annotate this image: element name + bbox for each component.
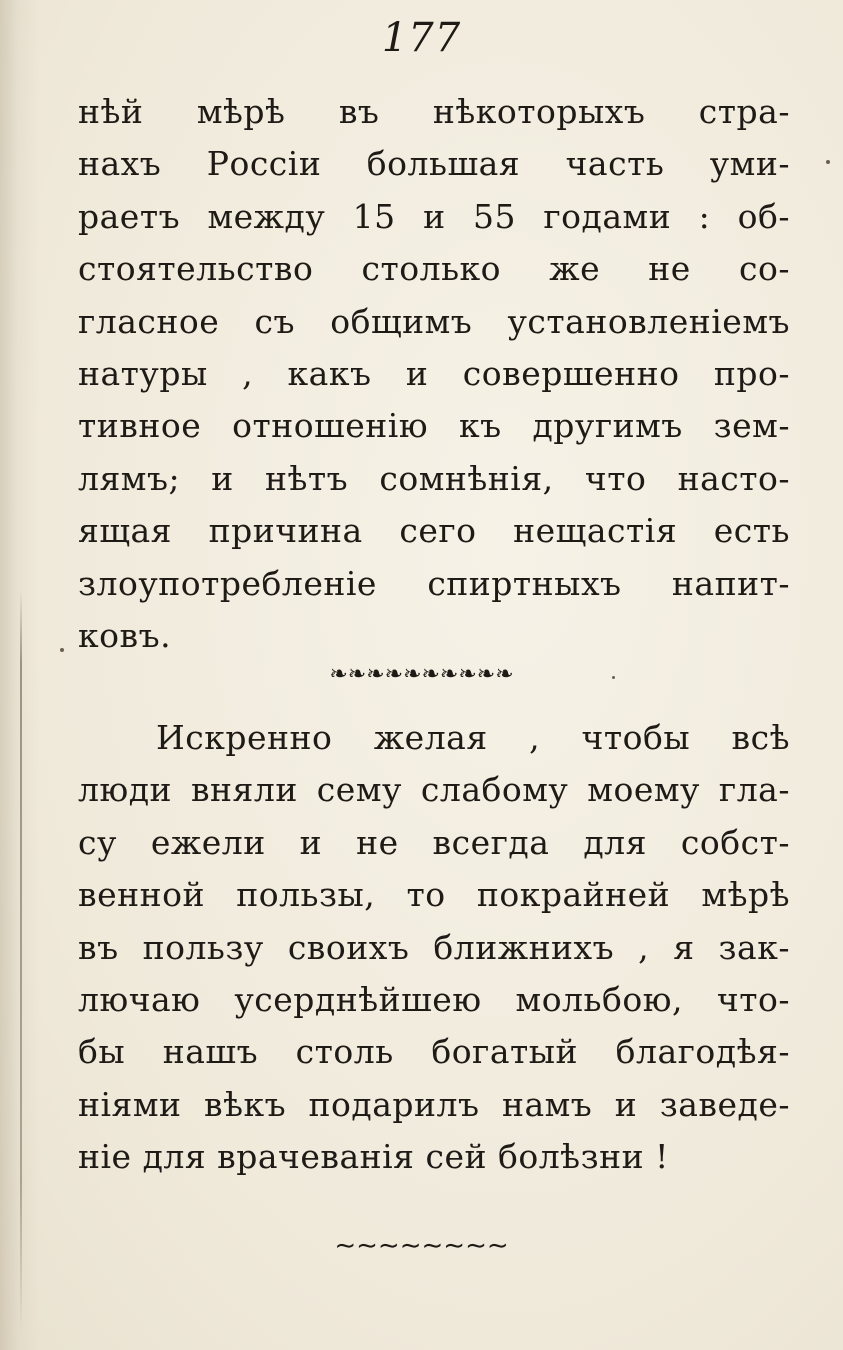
text-line: натуры , какъ и совершенно про- [78, 354, 790, 394]
text-line: нѣй мѣрѣ въ нѣкоторыхъ стра- [78, 92, 790, 131]
text-line: Искренно желая , чтобы всѣ [156, 718, 790, 757]
paper-speck [826, 160, 830, 164]
text-line: ніями вѣкъ подарилъ намъ и заведе- [78, 1084, 790, 1124]
text-line: ніе для врачеванія сей болѣзни ! [78, 1137, 669, 1177]
page-gutter-shadow [20, 590, 22, 1330]
text-line: люди вняли сему слабому моему гла- [78, 770, 790, 810]
text-line: венной пользы, то покрайней мѣрѣ [78, 875, 790, 915]
text-line: ковъ. [78, 616, 172, 656]
text-line: въ пользу своихъ ближнихъ , я зак- [78, 927, 790, 967]
text-line: гласное съ общимъ установленіемъ [78, 301, 790, 341]
paper-speck [612, 676, 615, 679]
text-line: ящая причина сего нещастія есть [78, 511, 790, 551]
text-line: лючаю усерднѣйшею мольбою, что- [78, 980, 790, 1020]
paragraph-2 [78, 712, 790, 1184]
text-line: бы нашъ столь богатый благодѣя- [78, 1032, 790, 1072]
text-line: раетъ между 15 и 55 годами : об- [78, 196, 790, 236]
text-line: тивное отношенію къ другимъ зем- [78, 406, 790, 446]
text-line: лямъ; и нѣтъ сомнѣнія, что насто- [78, 458, 790, 498]
ornament-divider-top: ❧❧❧❧❧❧❧❧❧❧ [329, 662, 514, 687]
text-line: су ежели и не всегда для собст- [78, 822, 790, 862]
page-number: 177 [381, 15, 462, 61]
text-line: нахъ Россіи большая часть уми- [78, 144, 790, 184]
paper-speck [60, 648, 64, 652]
text-line: стоятельство столько же не со- [78, 249, 790, 289]
ornament-divider-bottom: ∼∼∼∼∼∼∼∼ [334, 1231, 509, 1261]
paragraph-1 [78, 86, 790, 662]
text-line: злоупотребленіе спиртныхъ напит- [78, 563, 790, 603]
